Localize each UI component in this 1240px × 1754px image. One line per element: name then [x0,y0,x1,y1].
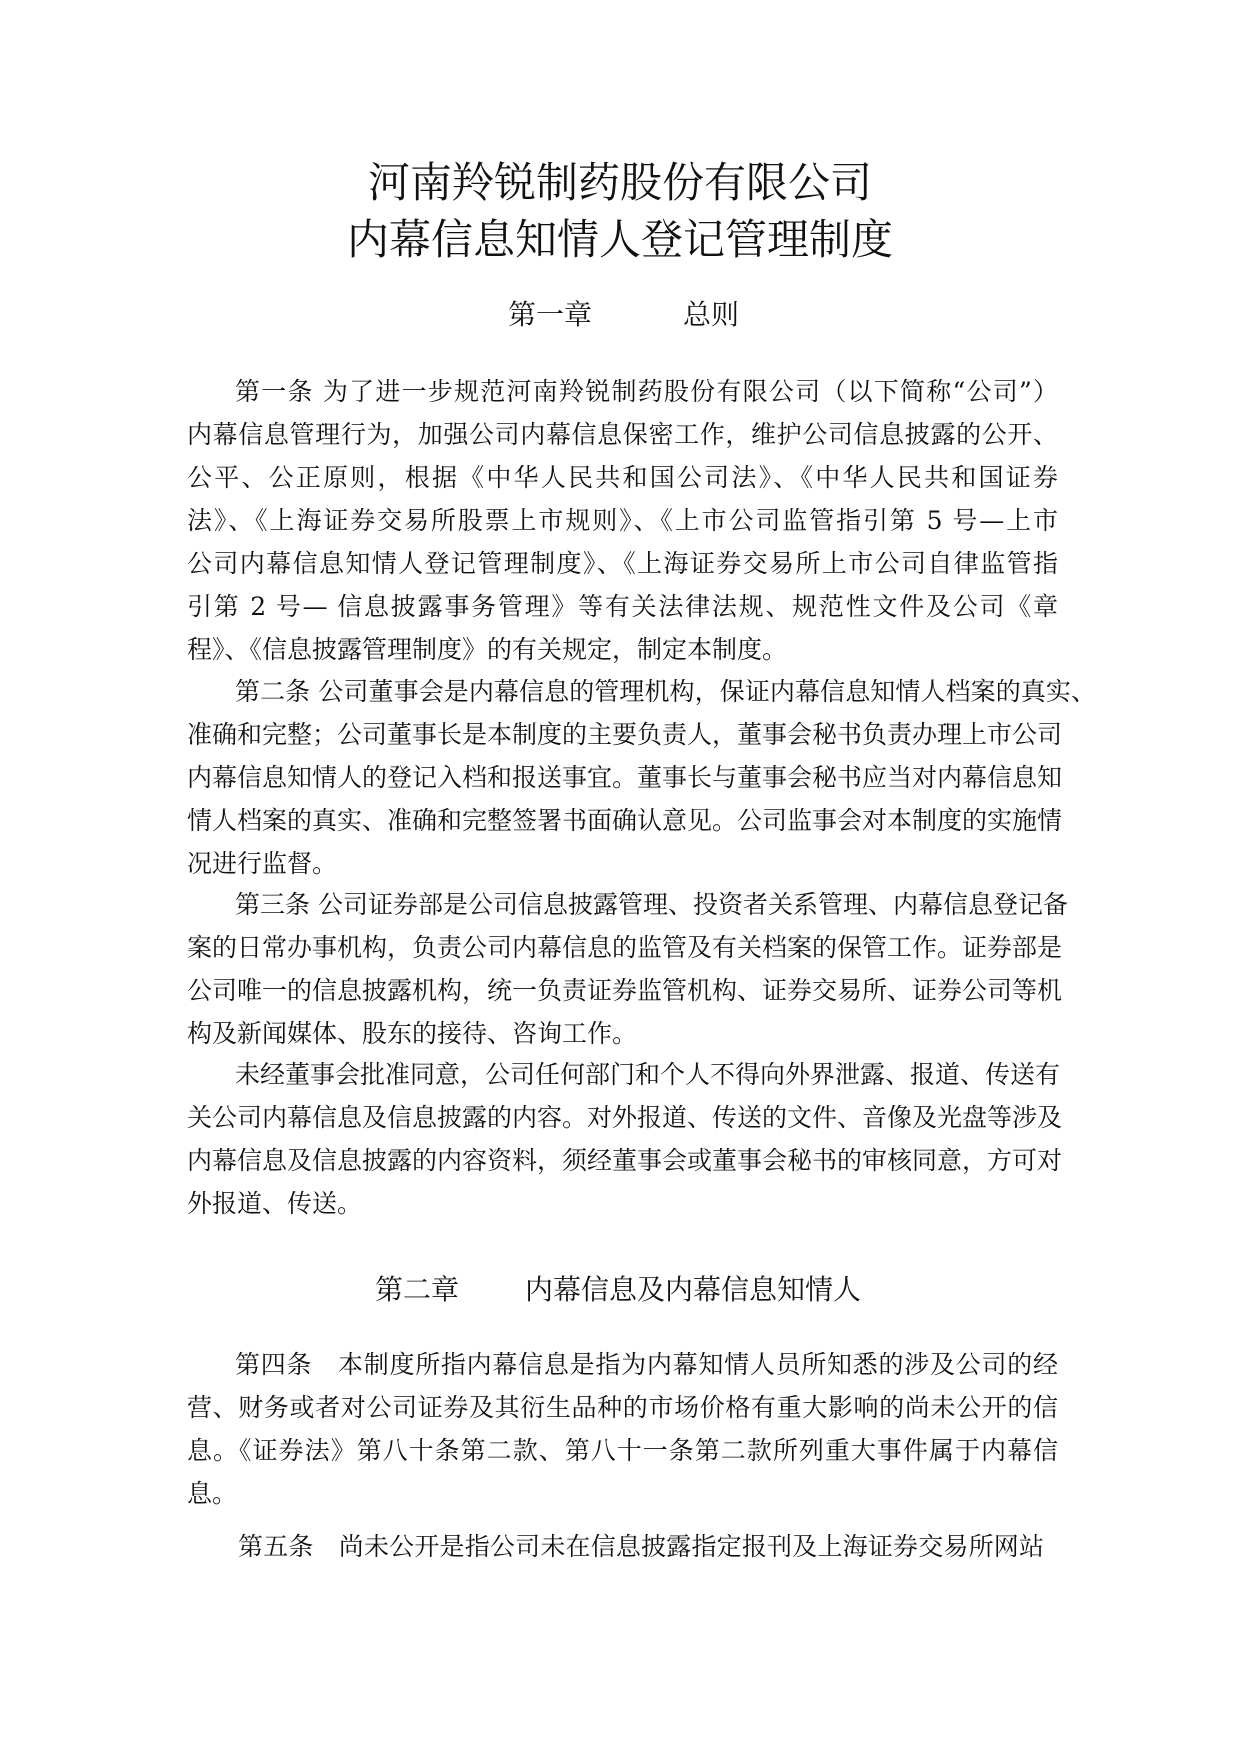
article3-line: 公司唯一的信息披露机构，统一负责证券监管机构、证券交易所、证券公司等机 [187,976,1063,1005]
article3-para-line: 外报道、传送。 [187,1189,363,1218]
article3-para-line: 内幕信息及信息披露的内容资料，须经董事会或董事会秘书的审核同意，方可对 [187,1146,1063,1175]
article2-line: 准确和完整；公司董事长是本制度的主要负责人，董事会秘书负责办理上市公司 [187,720,1063,749]
article1-line: 公平、公正原则，根据《中华人民共和国公司法》、《中华人民共和国证券 [187,463,1058,492]
article2-line: 况进行监督。 [187,849,338,878]
article1-line: 法》、《上海证券交易所股票上市规则》、《上市公司监管指引第 5 号—上市 [187,506,1058,535]
document-title-company: 河南羚锐制药股份有限公司 [367,158,872,207]
article4-line: 第四条 本制度所指内幕信息是指为内幕知情人员所知悉的涉及公司的经 [235,1350,1058,1379]
article3-line: 构及新闻媒体、股东的接待、咨询工作。 [187,1019,638,1048]
article1-line: 内幕信息管理行为，加强公司内幕信息保密工作，维护公司信息披露的公开、 [187,420,1058,449]
chapter2-name: 内幕信息及内幕信息知情人 [525,1273,862,1306]
chapter2-number: 第二章 [375,1273,460,1306]
article3-line: 第三条 公司证券部是公司信息披露管理、投资者关系管理、内幕信息登记备 [235,890,1068,919]
chapter1-number: 第一章 [508,298,593,331]
article3-para-line: 未经董事会批准同意，公司任何部门和个人不得向外界泄露、报道、传送有 [235,1060,1061,1089]
document-title-regulation: 内幕信息知情人登记管理制度 [346,215,893,264]
article1-line: 公司内幕信息知情人登记管理制度》、《上海证券交易所上市公司自律监管指 [187,549,1058,578]
chapter1-name: 总则 [683,298,740,331]
article3-line: 案的日常办事机构，负责公司内幕信息的监管及有关档案的保管工作。证券部是 [187,933,1063,962]
article1-line: 程》、《信息披露管理制度》的有关规定，制定本制度。 [187,635,788,664]
article2-line: 第二条 公司董事会是内幕信息的管理机构，保证内幕信息知情人档案的真实、 [235,677,1096,706]
article4-line: 息。《证券法》第八十条第二款、第八十一条第二款所列重大事件属于内幕信 [187,1436,1058,1465]
article4-line: 息。 [187,1479,238,1508]
article2-line: 内幕信息知情人的登记入档和报送事宜。董事长与董事会秘书应当对内幕信息知 [187,763,1063,792]
article4-line: 营、财务或者对公司证券及其衍生品种的市场价格有重大影响的尚未公开的信 [187,1393,1058,1422]
article2-line: 情人档案的真实、准确和完整签署书面确认意见。公司监事会对本制度的实施情 [187,806,1063,835]
article3-para-line: 关公司内幕信息及信息披露的内容。对外报道、传送的文件、音像及光盘等涉及 [187,1103,1063,1132]
article1-line: 引第 2 号— 信息披露事务管理》等有关法律法规、规范性文件及公司《章 [187,592,1058,621]
article5-line: 第五条 尚未公开是指公司未在信息披露指定报刊及上海证券交易所网站 [238,1532,1044,1561]
article1-line: 第一条 为了进一步规范河南羚锐制药股份有限公司（以下简称“公司”） [235,377,1058,406]
